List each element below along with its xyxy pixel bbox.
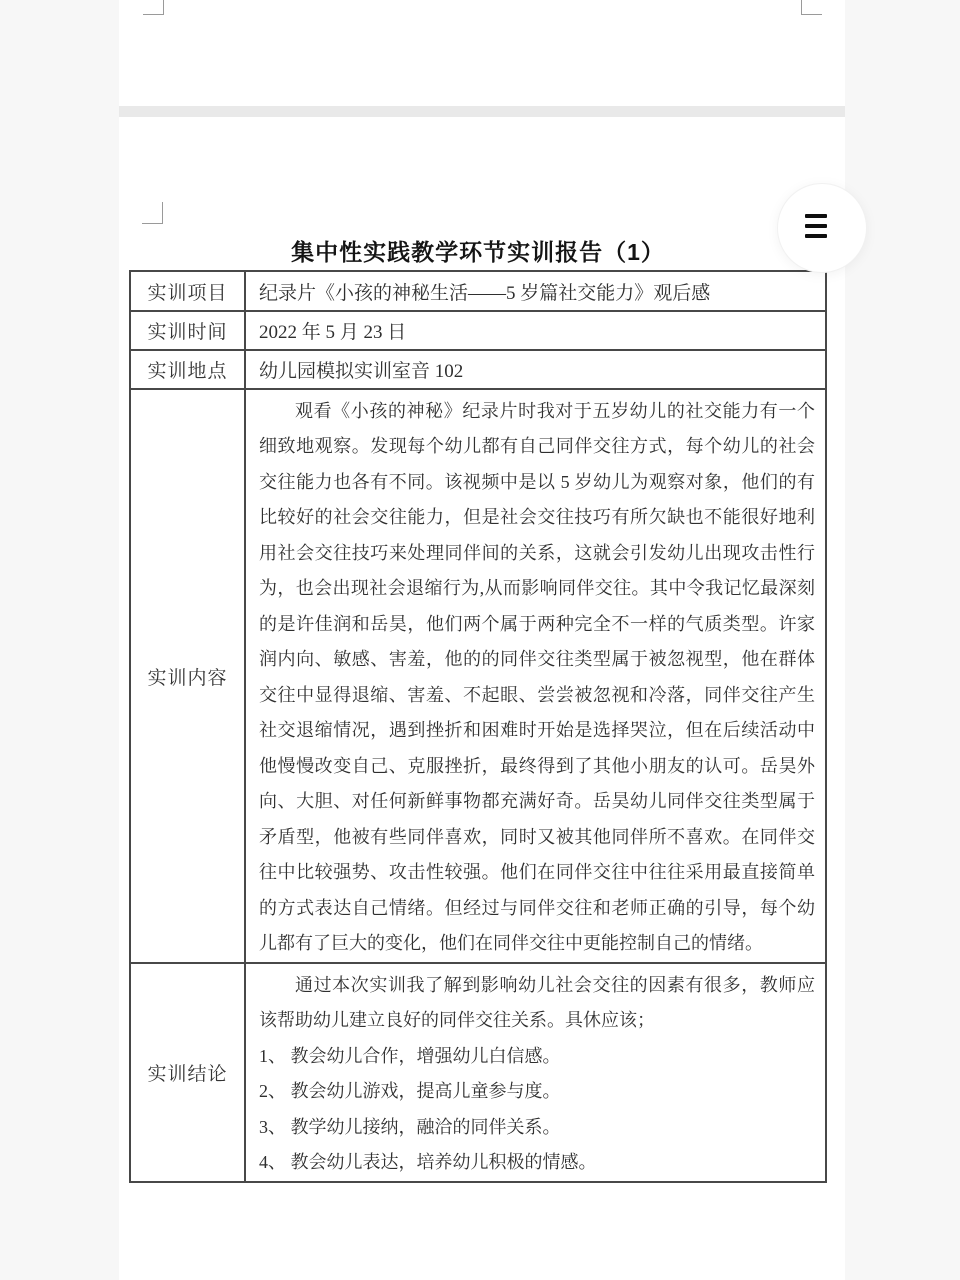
row-label-conclusion: 实训结论: [130, 963, 245, 1182]
conclusion-item-2: 2、 教会幼儿游戏，提高儿童参与度。: [259, 1081, 561, 1101]
previous-page: [119, 0, 845, 106]
row-label-project: 实训项目: [130, 271, 245, 311]
row-value-project: 纪录片《小孩的神秘生活——5 岁篇社交能力》观后感: [245, 271, 826, 311]
table-row: [130, 271, 826, 311]
menu-button[interactable]: [777, 183, 867, 273]
conclusion-item-3: 3、 教学幼儿接纳，融洽的同伴关系。: [259, 1116, 561, 1137]
table-row: [130, 389, 826, 963]
text-boundary-corner-mark: [143, 0, 164, 15]
text-boundary-corner-mark: [142, 202, 163, 224]
page-separator: [119, 106, 845, 117]
training-content-paragraph: 观看《小孩的神秘》纪录片时我对于五岁幼儿的社交能力有一个细致地观察。发现每个幼儿都有自己同伴交往方式，每个幼儿的社会交往能力也各有不同。该视频中是以 5 岁幼儿为观察对象，他们的有比较好的社会交往能力，但是社会交往技巧有所欠缺也不能很好地利用社会交往技巧来处理同伴间的关系，这就会引发幼儿出现攻击性行为，也会出现社会退缩行为,从而影响同伴交往。其中令我记忆最深刻的是许佳润和岳昊，他们两个属于两种完全不一样的气质类型。许家润内向、敏感、害羞，他的的同伴交往类型属于被忽视型，他在群体交往中显得退缩、害羞、不起眼、尝尝被忽视和冷落，同伴交往产生社交退缩情况，遇到挫折和困难时开始是选择哭泣，但在后续活动中他慢慢改变自己、克服挫折，最终得到了其他小朋友的认可。岳昊外向、大胆、对任何新鲜事物都充满好奇。岳昊幼儿同伴交往类型属于矛盾型，他被有些同伴喜欢，同时又被其他同伴所不喜欢。在同伴交往中比较强势、攻击性较强。他们在同伴交往中往往采用最直接简单的方式表达自己情绪。但经过与同伴交往和老师正确的引导，每个幼儿都有了巨大的变化，他们在同伴交往中更能控制自己的情绪。: [259, 400, 815, 953]
row-value-conclusion: [245, 963, 826, 1182]
conclusion-item-4: 4、 教会幼儿表达，培养幼儿积极的情感。: [259, 1152, 597, 1172]
table-row: [130, 311, 826, 350]
page-title: 集中性实践教学环节实训报告（1）: [291, 239, 665, 265]
row-label-time: 实训时间: [130, 311, 245, 350]
text-boundary-corner-mark: [801, 0, 822, 15]
table-row: [130, 963, 826, 1182]
row-value-content: [245, 389, 826, 963]
table-row: [130, 350, 826, 389]
report-table: [129, 270, 827, 1183]
hamburger-menu-icon: [805, 214, 827, 238]
row-label-content: 实训内容: [130, 389, 245, 963]
row-value-time: 2022 年 5 月 23 日: [245, 311, 826, 350]
row-value-place: 幼儿园模拟实训室音 102: [245, 350, 826, 389]
conclusion-item-1: 1、 教会幼儿合作，增强幼儿白信感。: [259, 1045, 561, 1066]
row-label-place: 实训地点: [130, 350, 245, 389]
conclusion-intro: 通过本次实训我了解到影响幼儿社会交往的因素有很多，教师应该帮助幼儿建立良好的同伴交往关系。具休应该；: [259, 974, 815, 1030]
